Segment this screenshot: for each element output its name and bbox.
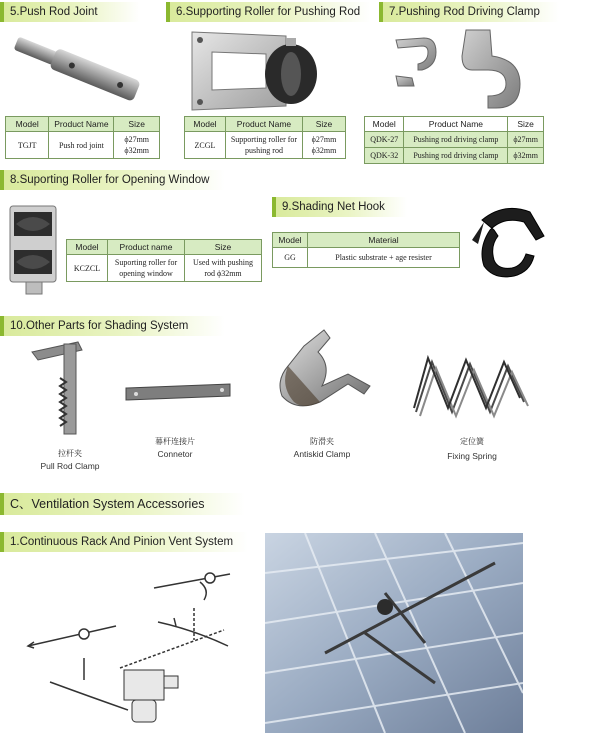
section-title-other-parts: 10.Other Parts for Shading System bbox=[0, 316, 225, 336]
fixing-spring-image bbox=[412, 342, 530, 428]
greenhouse-vent-photo bbox=[265, 533, 523, 733]
section-title-ventilation-system: C、Ventilation System Accessories bbox=[0, 493, 245, 515]
push-rod-joint-image bbox=[10, 32, 150, 112]
spec-table-driving-clamp: Model Product Name Size QDK-27 Pushing rod driving clamp ϕ27mm QDK-32 Pushing rod driving clamp ϕ32mm bbox=[364, 116, 544, 164]
part-en-pull-rod-clamp: Pull Rod Clamp bbox=[40, 461, 100, 471]
part-cn-antiskid-clamp: 防滑夹 bbox=[310, 437, 334, 446]
section-title-rack-pinion-vent: 1.Continuous Rack And Pinion Vent System bbox=[0, 532, 248, 552]
table-row: QDK-27 Pushing rod driving clamp ϕ27mm bbox=[365, 132, 544, 148]
section-title-shading-net-hook: 9.Shading Net Hook bbox=[272, 197, 407, 217]
antiskid-clamp-image bbox=[274, 326, 374, 426]
section-title-supporting-roller: 6.Supporting Roller for Pushing Rod bbox=[166, 2, 371, 22]
part-cn-fixing-spring: 定位簧 bbox=[460, 437, 484, 446]
part-en-antiskid-clamp: Antiskid Clamp bbox=[293, 449, 351, 459]
rack-pinion-diagram bbox=[24, 560, 250, 730]
section-title-driving-clamp: 7.Pushing Rod Driving Clamp bbox=[379, 2, 559, 22]
supporting-roller-image bbox=[186, 26, 326, 114]
spec-table-opening-window-roller: Model Product name Size KCZCL Suporting roller for opening window Used with pushing rod ϕ32mm bbox=[66, 239, 262, 282]
table-row: QDK-32 Pushing rod driving clamp ϕ32mm bbox=[365, 148, 544, 164]
part-cn-connector: 幕杆连接片 bbox=[155, 437, 195, 446]
section-title-push-rod-joint: 5.Push Rod Joint bbox=[0, 2, 140, 22]
pull-rod-clamp-image bbox=[28, 338, 98, 438]
connector-image bbox=[124, 382, 234, 404]
section-title-opening-window-roller: 8.Suporting Roller for Opening Window bbox=[0, 170, 225, 190]
part-en-connector: Connetor bbox=[157, 449, 193, 459]
part-en-fixing-spring: Fixing Spring bbox=[447, 451, 497, 461]
opening-window-roller-image bbox=[4, 200, 62, 298]
driving-clamp-image bbox=[392, 26, 532, 114]
part-cn-pull-rod-clamp: 拉杆夹 bbox=[58, 449, 82, 458]
spec-table-supporting-roller: Model Product Name Size ZCGL Supporting roller for pushing rod ϕ27mm ϕ32mm bbox=[184, 116, 346, 159]
spec-table-push-rod-joint: Model Product Name Size TGJT Push rod joint ϕ27mm ϕ32mm bbox=[5, 116, 160, 159]
spec-table-shading-net-hook: Model Material GG Plastic substrate + age resister bbox=[272, 232, 460, 268]
shading-net-hook-image bbox=[464, 200, 550, 286]
